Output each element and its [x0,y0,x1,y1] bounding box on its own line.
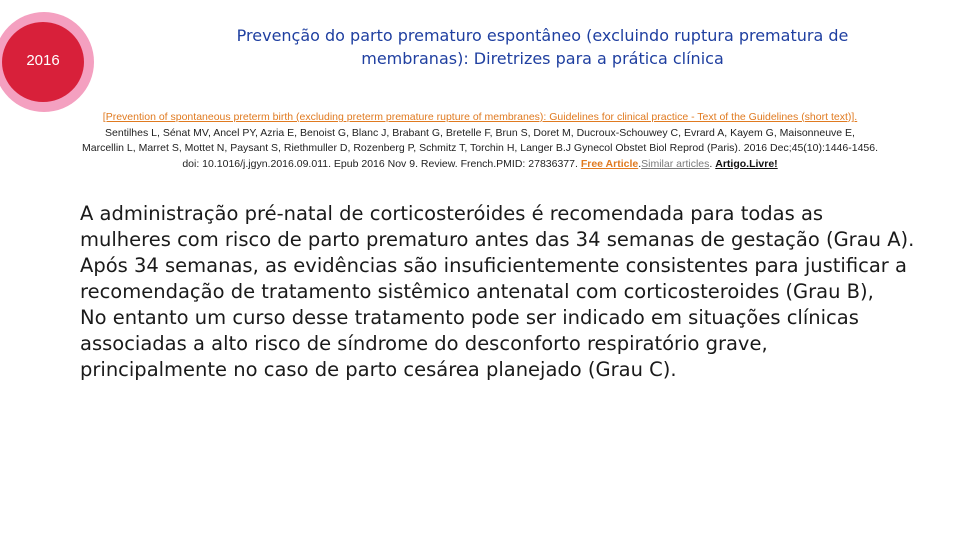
citation-block: [Prevention of spontaneous preterm birth (excluding preterm premature rupture of membranes): Guidelines for clinical practice - Text of the Guidelines (short text)]. Sentilhes L, Sénat MV, Ancel PY, Azria E, Benoist G, Blanc J, Brabant G, Bretelle F, Brun S, Doret M, Ducroux-Schouwey C, Evrard A, Kayem G, Maisonneuve E, Marcellin L, Marret S, Mottet N, Paysant S, Riethmuller D, Rozenberg P, Schmitz T, Torchin H, Langer B.J Gynecol Obstet Biol Reprod (Paris). 2016 Dec;45(10):1446-1456. doi: 10.1016/j.jgyn.2016.09.011. Epub 2016 Nov 9. Review. French.PMID: 27836377. Free Article.Similar articles. Artigo.Livre! [30,110,930,172]
citation-title-link[interactable]: [Prevention of spontaneous preterm birth (excluding preterm premature rupture of membranes): Guidelines for clinical practice - Text of the Guidelines (short text)]. [102,111,858,123]
year-badge-label: 2016 [26,52,60,69]
slide-title [170,24,915,70]
slide-title-line-1: Prevenção do parto prematuro espontâneo (excluindo ruptura prematura de [236,26,849,45]
list-item [60,201,920,253]
list-item-text: No entanto um curso desse tratamento pode ser indicado em situações clínicas associadas a alto risco de síndrome do desconforto respiratório grave, principalmente no caso de parto cesárea planejado (Grau C). [80,306,859,381]
list-item [60,305,920,383]
slide-title-line-2: membranas): Diretrizes para a prática clínica [361,49,724,68]
free-article-link[interactable]: Free Article [580,157,639,170]
list-item-text: Após 34 semanas, as evidências são insuficientemente consistentes para justificar a recomendação de tratamento sistêmico antenatal com corticosteroides (Grau B), [80,254,907,303]
recommendation-list [60,201,920,383]
similar-articles-link[interactable]: Similar articles [641,157,710,170]
citation-authors-line-1: Sentilhes L, Sénat MV, Ancel PY, Azria E, Benoist G, Blanc J, Brabant G, Bretelle F, Brun S, Doret M, Ducroux-Schouwey C, Evrard A, Kayem G, Maisonneuve E, [105,126,855,139]
list-item [60,253,920,305]
artigo-livre-link[interactable]: Artigo.Livre! [715,157,778,170]
citation-doi: doi: 10.1016/j.jgyn.2016.09.011. Epub 2016 Nov 9. Review. French.PMID: 27836377. [182,157,578,170]
citation-authors-line-2: Marcellin L, Marret S, Mottet N, Paysant S, Riethmuller D, Rozenberg P, Schmitz T, Torchin H, Langer B.J Gynecol Obstet Biol Reprod (Paris). 2016 Dec;45(10):1446-1456. [81,142,879,154]
list-item-text: A administração pré-natal de corticosteróides é recomendada para todas as mulheres com risco de parto prematuro antes das 34 semanas de gestação (Grau A). [80,202,915,251]
